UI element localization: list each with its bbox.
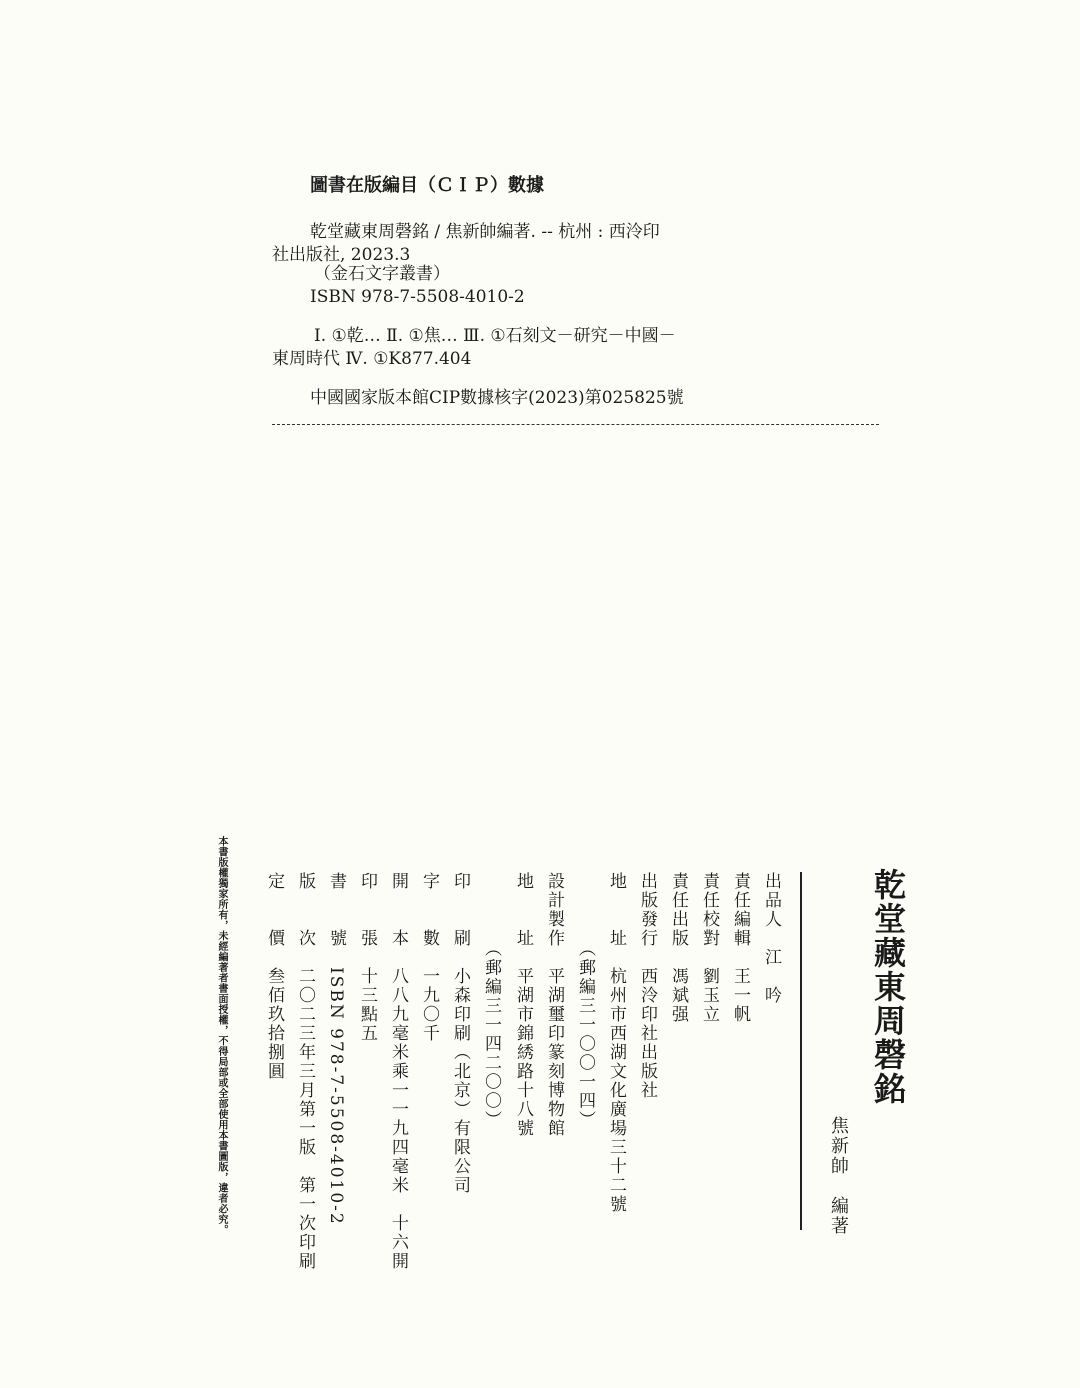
- colophon-column: 印 張 十三點五: [357, 872, 377, 1043]
- colophon-column: 地 址 杭州市西湖文化廣場三十二號: [606, 872, 626, 1214]
- cip-line: 乾堂藏東周磬銘 / 焦新帥編著. -- 杭州 : 西泠印: [310, 222, 660, 242]
- colophon-column: 字 數 一九〇千: [419, 872, 439, 1043]
- cip-record-number: 中國國家版本館CIP數據核字(2023)第025825號: [310, 388, 684, 408]
- cip-line: 東周時代 Ⅳ. ①K877.404: [272, 349, 472, 369]
- colophon-column: 設計製作 平湖璽印篆刻博物館: [544, 872, 564, 1138]
- colophon-column: 開 本 八八九毫米乘一一九四毫米 十六開: [388, 872, 408, 1271]
- cip-line: 社出版社, 2023.3: [272, 245, 411, 265]
- colophon-column: （郵編三一〇〇一四）: [575, 872, 595, 1130]
- colophon-column: 書 號 ISBN 978-7-5508-4010-2: [326, 872, 346, 1226]
- copyright-notice: 本書版權獨家所有，未經編著者書面授權，不得局部或全部使用本書圖版，違者必究。: [216, 836, 227, 1235]
- cip-title: 圖書在版編目（ＣＩＰ）數據: [310, 175, 544, 196]
- editor-credit: 焦新帥 編著: [828, 1116, 849, 1236]
- cip-isbn: ISBN 978-7-5508-4010-2: [310, 287, 525, 307]
- colophon-divider: [800, 872, 802, 1230]
- colophon-column: 出品人 江 吟: [761, 872, 781, 1005]
- colophon-column: 出版發行 西泠印社出版社: [637, 872, 657, 1100]
- colophon-column: （郵編三一四二〇〇）: [481, 872, 501, 1130]
- cip-line: Ⅰ. ①乾… Ⅱ. ①焦… Ⅲ. ①石刻文－研究－中國－: [314, 326, 676, 346]
- colophon-column: 印 刷 小森印刷（北京）有限公司: [450, 872, 470, 1195]
- book-title: 乾堂藏東周磬銘: [869, 868, 907, 1106]
- colophon-column: 責任出版 馮斌强: [668, 872, 688, 1024]
- colophon-column: 責任編輯 王一帆: [730, 872, 750, 1024]
- colophon-column: 地 址 平湖市錦綉路十八號: [513, 872, 533, 1138]
- colophon-column: 責任校對 劉玉立: [699, 872, 719, 1024]
- colophon-column: 版 次 二〇二三年三月第一版 第一次印刷: [295, 872, 315, 1271]
- cip-divider: [272, 424, 879, 425]
- cip-line: （金石文字叢書）: [314, 264, 450, 284]
- colophon-column: 定 價 叁佰玖拾捌圓: [264, 872, 284, 1081]
